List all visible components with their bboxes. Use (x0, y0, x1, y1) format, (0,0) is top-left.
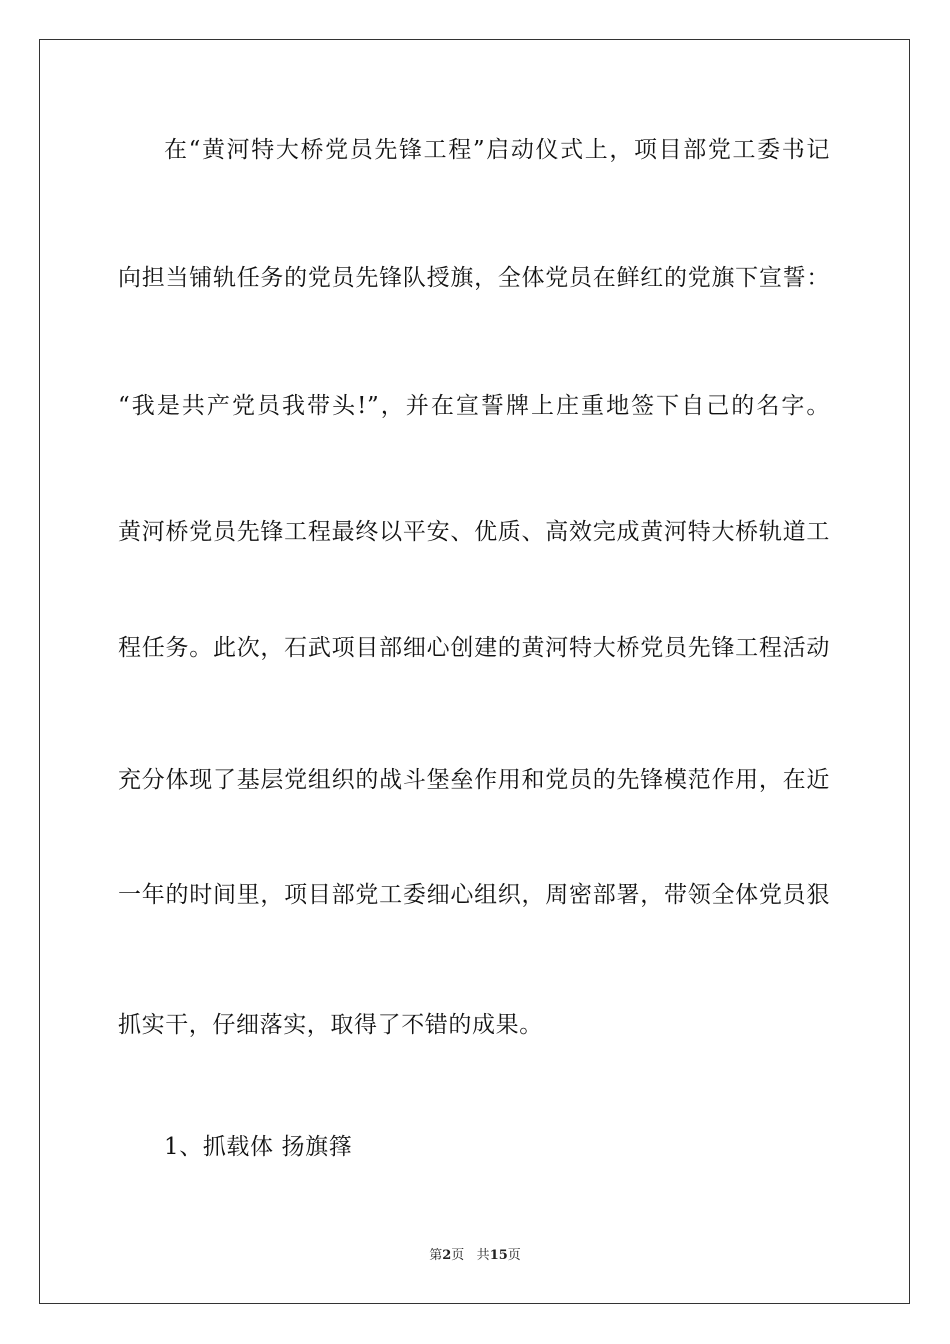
page-footer (0, 1247, 950, 1265)
page-prefix: 第 (429, 1248, 443, 1263)
paragraph-line: 充分体现了基层党组织的战斗堡垒作用和党员的先锋模范作用，在近 (118, 767, 830, 793)
paragraph-line: “我是共产党员我带头!”，并在宣誓牌上庄重地签下自己的名字。 (118, 393, 830, 419)
paragraph-line: 程任务。此次，石武项目部细心创建的黄河特大桥党员先锋工程活动 (118, 635, 830, 661)
paragraph-line: 向担当铺轨任务的党员先锋队授旗，全体党员在鲜红的党旗下宣誓： (118, 265, 830, 291)
section-heading: 1、抓载体 扬旗箨 (164, 1134, 353, 1160)
page-suffix: 页 (451, 1248, 465, 1263)
page-number: 2 (442, 1248, 452, 1263)
total-suffix: 页 (507, 1248, 521, 1263)
paragraph-line: 黄河桥党员先锋工程最终以平安、优质、高效完成黄河特大桥轨道工 (118, 519, 830, 545)
paragraph-line: 在“黄河特大桥党员先锋工程”启动仪式上，项目部党工委书记 (164, 137, 830, 163)
paragraph-line: 抓实干，仔细落实，取得了不错的成果。 (118, 1012, 543, 1038)
paragraph-line: 一年的时间里，项目部党工委细心组织，周密部署，带领全体党员狠 (118, 882, 830, 908)
page-border (39, 39, 910, 1304)
total-pages: 15 (489, 1248, 508, 1263)
total-prefix: 共 (476, 1248, 490, 1263)
